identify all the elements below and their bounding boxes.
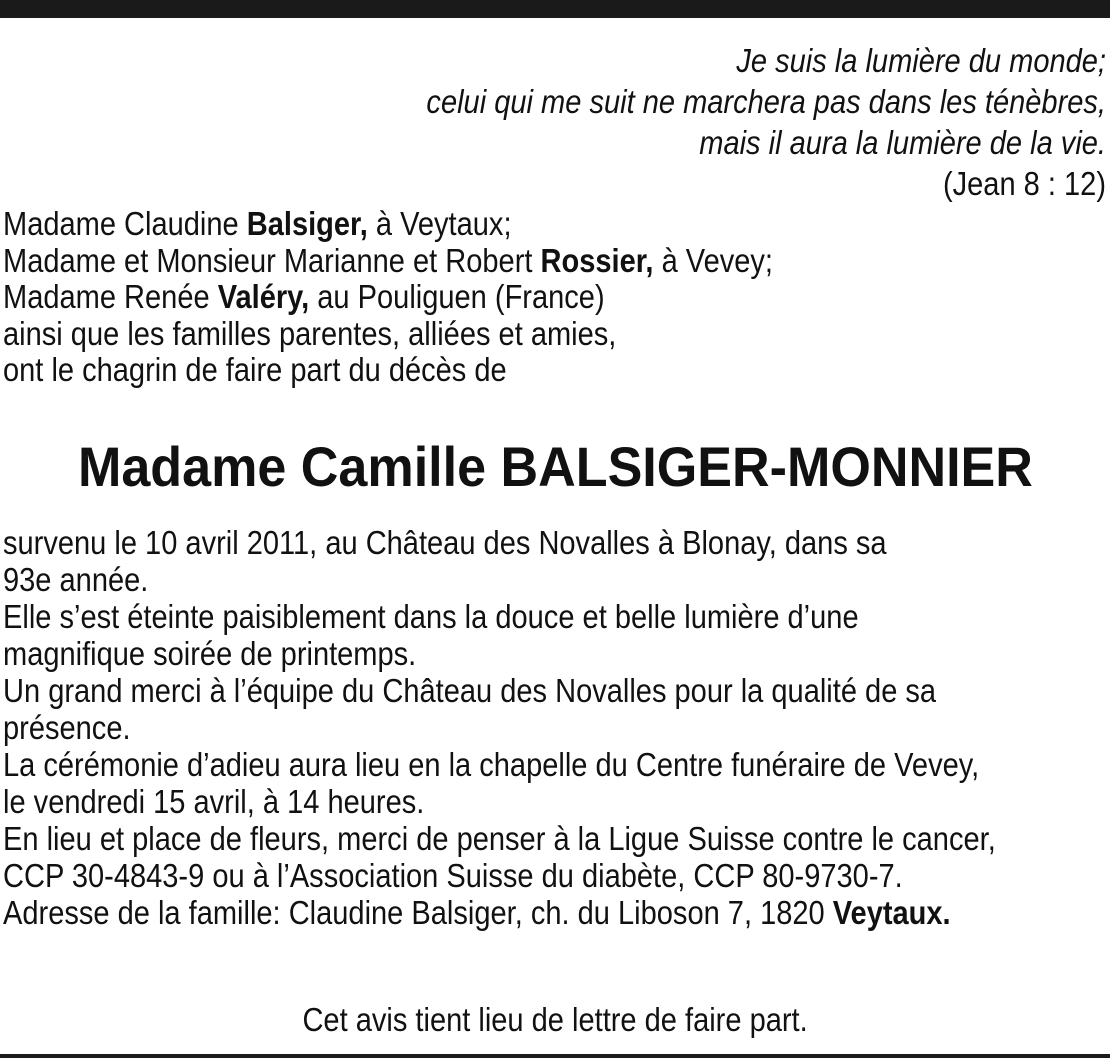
- top-rule: [0, 0, 1110, 18]
- epigraph-reference: (Jean 8 : 12): [942, 165, 1106, 202]
- family-line-2: [3, 243, 975, 280]
- deceased-name-heading: [0, 432, 1110, 502]
- body-line-10: CCP 30-4843-9 ou à l’Association Suisse du diabète, CCP 80-9730-7.: [3, 857, 903, 894]
- epigraph-line-1: Je suis la lumière du monde;: [736, 42, 1106, 79]
- family-line-2-text: Madame et Monsieur Marianne et Robert: [3, 241, 541, 279]
- family-line-5: ont le chagrin de faire part du décès de: [3, 351, 507, 388]
- body-line-11: [3, 894, 975, 931]
- family-line-1-place: à Veytaux;: [367, 205, 512, 242]
- family-line-3-place: au Pouliguen (France): [309, 278, 605, 315]
- family-line-3: [3, 279, 975, 316]
- family-line-2-place: à Vevey;: [653, 241, 773, 279]
- family-name-balsiger: Balsiger,: [246, 205, 368, 242]
- body-line-2: 93e année.: [3, 561, 149, 598]
- deceased-name: Madame Camille BALSIGER-MONNIER: [77, 435, 1033, 498]
- epigraph-line-2: celui qui me suit ne marchera pas dans les ténèbres,: [426, 83, 1106, 120]
- body-line-1: survenu le 10 avril 2011, au Château des Novalles à Blonay, dans sa: [3, 524, 887, 561]
- family-line-4: ainsi que les familles parentes, alliées et amies,: [3, 314, 617, 352]
- family-name-rossier: Rossier,: [540, 241, 654, 279]
- body-line-9: En lieu et place de fleurs, merci de penser à la Ligue Suisse contre le cancer,: [3, 820, 996, 857]
- body-line-6: présence.: [3, 709, 131, 746]
- closing-text: Cet avis tient lieu de lettre de faire part.: [302, 1001, 808, 1038]
- family-line-1: [3, 206, 975, 243]
- epigraph: [106, 40, 1106, 204]
- epigraph-line-3: mais il aura la lumière de la vie.: [699, 124, 1106, 161]
- body-line-3: Elle s’est éteinte paisiblement dans la douce et belle lumière d’une: [3, 598, 859, 635]
- closing-note: [0, 1000, 1110, 1040]
- body-line-8: le vendredi 15 avril, à 14 heures.: [3, 783, 425, 820]
- body-line-7: La cérémonie d’adieu aura lieu en la chapelle du Centre funéraire de Vevey,: [3, 746, 980, 783]
- family-line-1-text: Madame Claudine: [3, 205, 247, 242]
- family-address: Adresse de la famille: Claudine Balsiger, ch. du Liboson 7, 1820: [3, 894, 833, 931]
- family-line-3-text: Madame Renée: [3, 278, 218, 315]
- body-line-5: Un grand merci à l’équipe du Château des Novalles pour la qualité de sa: [3, 672, 937, 709]
- family-address-town: Veytaux.: [832, 894, 951, 931]
- family-name-valery: Valéry,: [217, 278, 310, 315]
- body-line-4: magnifique soirée de printemps.: [3, 635, 417, 672]
- announcement-body: [3, 524, 1107, 931]
- bottom-rule: [0, 1054, 1110, 1058]
- family-announcement: [3, 206, 1107, 389]
